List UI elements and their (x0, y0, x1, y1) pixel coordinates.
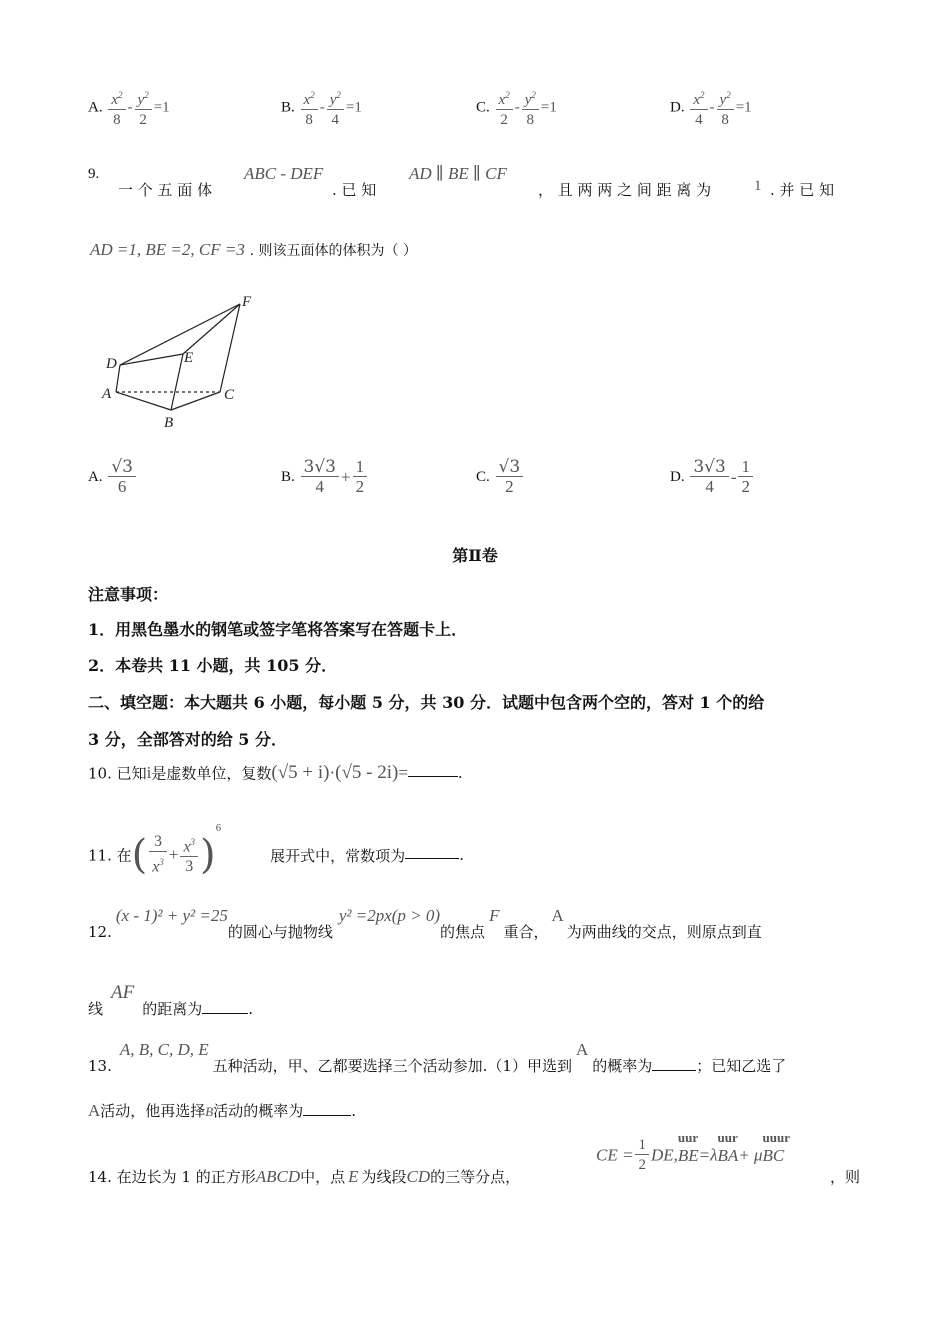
q9-option-d: D. $\frac{3√3}{4}$ - $\frac{1}{2}$ (670, 458, 755, 497)
q13-answer-blank-2[interactable] (303, 1114, 351, 1116)
q13-answer-blank-1[interactable] (652, 1069, 696, 1071)
q9-line1: 9. 一 个 五 面 体 ABC - DEF . 已 知 AD ∥ BE ∥ CF ， 且 两 两 之 间 距 离 为 1 . 并 已 知 (88, 164, 835, 199)
label-C: C (224, 387, 235, 403)
edge-CF (220, 304, 240, 392)
q8-option-b: B. $\frac{x^2}{8}$ - $\frac{y^2}{4}$ =1 (281, 86, 362, 130)
notice-item-2: 2．本卷共 11 小题，共 105 分． (88, 656, 338, 675)
q10: 10. 已知i是虚数单位，复数(√5 + i)·(√5 - 2i)= . (88, 762, 463, 783)
edge-BC (171, 392, 220, 410)
q12-line1: 12.(x - 1)² + y² =25的圆心与抛物线y² =2px(p > 0)的焦点F重合，A为两曲线的交点，则原点到直 (88, 906, 762, 941)
notice-heading: 注意事项： (88, 585, 169, 604)
q10-answer-blank[interactable] (408, 775, 458, 777)
q11: 11. 在( $\frac{3}{x^3}$ + $\frac{x^3}{3}$ )$^6$ 展开式中，常数项为 . (88, 824, 464, 878)
part2-title: 第Ⅱ卷 (452, 546, 498, 565)
q9-number: 9. (88, 166, 100, 182)
label-A: A (102, 386, 112, 402)
label-D: D (106, 356, 117, 372)
q9-line2: AD =1, BE =2, CF =3 . 则该五面体的体积为（ ） (90, 240, 417, 259)
q8-option-c: C. $\frac{x^2}{2}$ - $\frac{y^2}{8}$ =1 (476, 86, 557, 130)
q9-option-c: C. $\frac{√3}{2}$ (476, 458, 525, 497)
q9-option-a: A. $\frac{√3}{6}$ (88, 458, 138, 497)
q9-option-b: B. $\frac{3√3}{4}$ + $\frac{1}{2}$ (281, 458, 369, 497)
q13-line1: 13.A, B, C, D, E五种活动，甲、乙都要选择三个活动参加.（1）甲选到A的概率为 ；已知乙选了 (88, 1040, 787, 1075)
q8-option-d: D. $\frac{x^2}{4}$ - $\frac{y^2}{8}$ =1 (670, 86, 752, 130)
label-F: F (242, 294, 252, 310)
q14-vector-equation: CE = $\frac{1}{2}$ DE, uur BE=λ uur BA+ μ uuur BC (596, 1129, 791, 1173)
edge-DF (120, 304, 240, 365)
q13-line2: A活动，他再选择B活动的概率为 . (88, 1101, 357, 1120)
edge-AB (116, 392, 171, 410)
label-B: B (164, 415, 174, 431)
q11-answer-blank[interactable] (405, 857, 459, 859)
notice-item-1: 1．用黑色墨水的钢笔或签字笔将答案写在答题卡上． (88, 620, 468, 639)
edge-DE (120, 354, 183, 365)
q14: 14. 在边长为 1 的正方形ABCD中，点 E 为线段CD的三等分点， (88, 1167, 521, 1186)
edge-BE (171, 354, 183, 410)
label-E: E (184, 350, 194, 366)
q9-pentahedron-figure (100, 292, 260, 432)
q12-line2: 线AF的距离为 . (88, 982, 254, 1018)
q8-option-a: A. $\frac{x^2}{8}$ - $\frac{y^2}{2}$ =1 (88, 86, 170, 130)
q14-end: ，则 (830, 1168, 861, 1186)
section-2-header-cont: 3 分，全部答对的给 5 分． (88, 730, 287, 749)
q12-answer-blank[interactable] (202, 1012, 248, 1014)
section-2-header: 二、填空题：本大题共 6 小题，每小题 5 分，共 30 分．试题中包含两个空的，答对 1 个的给 (88, 693, 765, 712)
